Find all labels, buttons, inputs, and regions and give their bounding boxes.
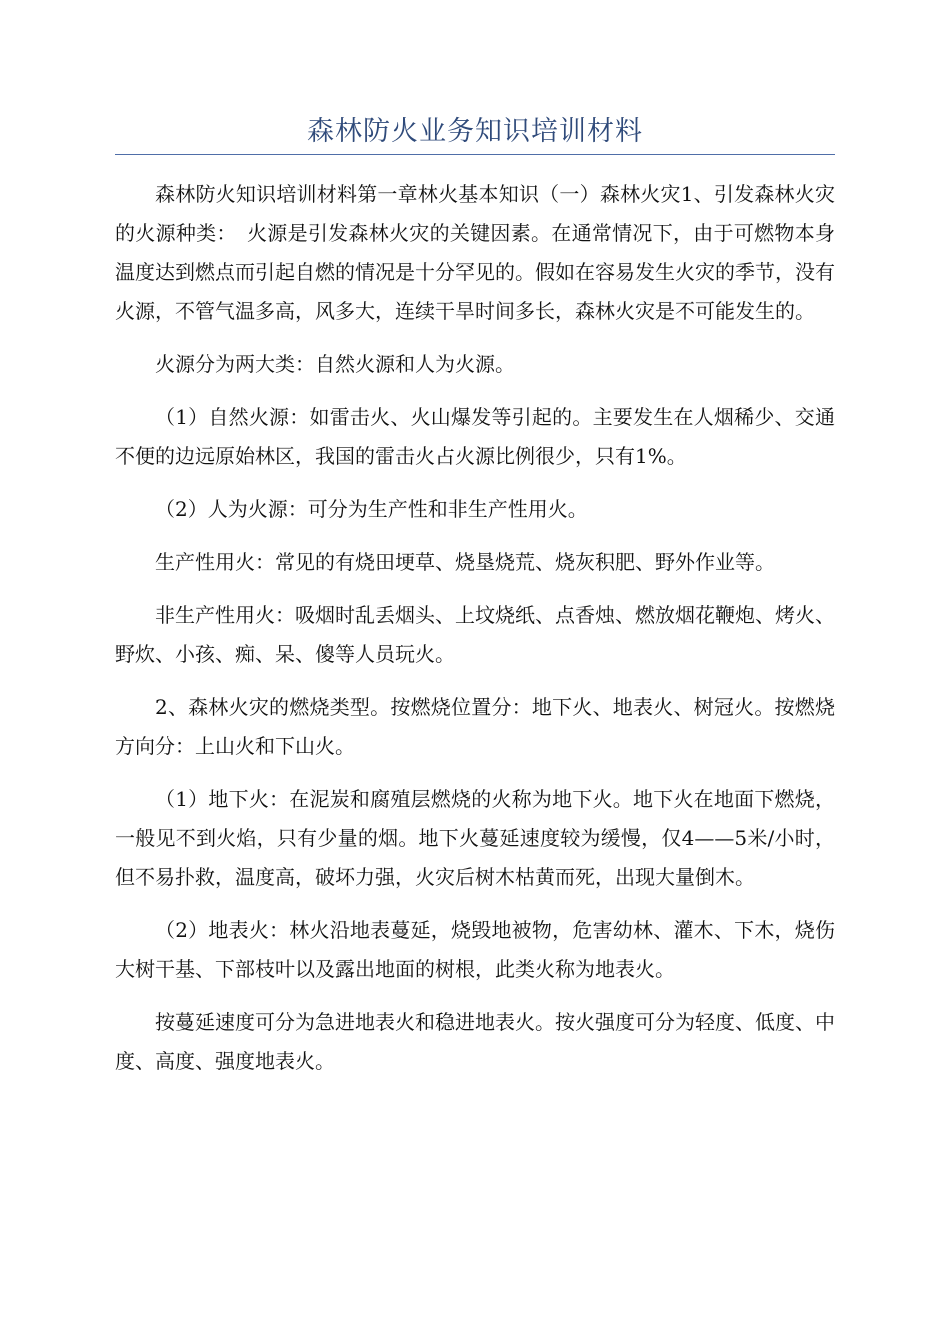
paragraph: 2、森林火灾的燃烧类型。按燃烧位置分：地下火、地表火、树冠火。按燃烧方向分：上山火和下山火。 — [115, 695, 835, 758]
paragraph: （1）地下火：在泥炭和腐殖层燃烧的火称为地下火。地下火在地面下燃烧，一般见不到火焰，只有少量的烟。地下火蔓延速度较为缓慢，仅4——5米/小时，但不易扑救，温度高，破坏力强，火灾后树木枯黄而死，出现大量倒木。 — [115, 787, 835, 889]
title-underline — [115, 154, 835, 155]
document-body — [115, 175, 835, 1095]
paragraph: 火源分为两大类：自然火源和人为火源。 — [155, 352, 515, 376]
paragraph: 森林防火知识培训材料第一章林火基本知识（一）森林火灾1、引发森林火灾的火源种类： 火源是引发森林火灾的关键因素。在通常情况下，由于可燃物本身温度达到燃点而引起自燃的情况是十分罕见的。假如在容易发生火灾的季节，没有火源，不管气温多高，风多大，连续干旱时间多长，森林火灾是不可能发生的。 — [115, 182, 835, 323]
paragraph: 生产性用火：常见的有烧田埂草、烧垦烧荒、烧灰积肥、野外作业等。 — [155, 550, 775, 574]
paragraph: 按蔓延速度可分为急进地表火和稳进地表火。按火强度可分为轻度、低度、中度、高度、强度地表火。 — [115, 1010, 835, 1073]
document-title: 森林防火业务知识培训材料 — [307, 116, 643, 147]
paragraph: 非生产性用火：吸烟时乱丢烟头、上坟烧纸、点香烛、燃放烟花鞭炮、烤火、野炊、小孩、痴、呆、傻等人员玩火。 — [115, 603, 835, 666]
paragraph: （2）人为火源：可分为生产性和非生产性用火。 — [155, 497, 588, 521]
paragraph: （1）自然火源：如雷击火、火山爆发等引起的。主要发生在人烟稀少、交通不便的边远原始林区，我国的雷击火占火源比例很少，只有1%。 — [115, 405, 835, 468]
paragraph: （2）地表火：林火沿地表蔓延，烧毁地被物，危害幼林、灌木、下木，烧伤大树干基、下部枝叶以及露出地面的树根，此类火称为地表火。 — [115, 918, 835, 981]
